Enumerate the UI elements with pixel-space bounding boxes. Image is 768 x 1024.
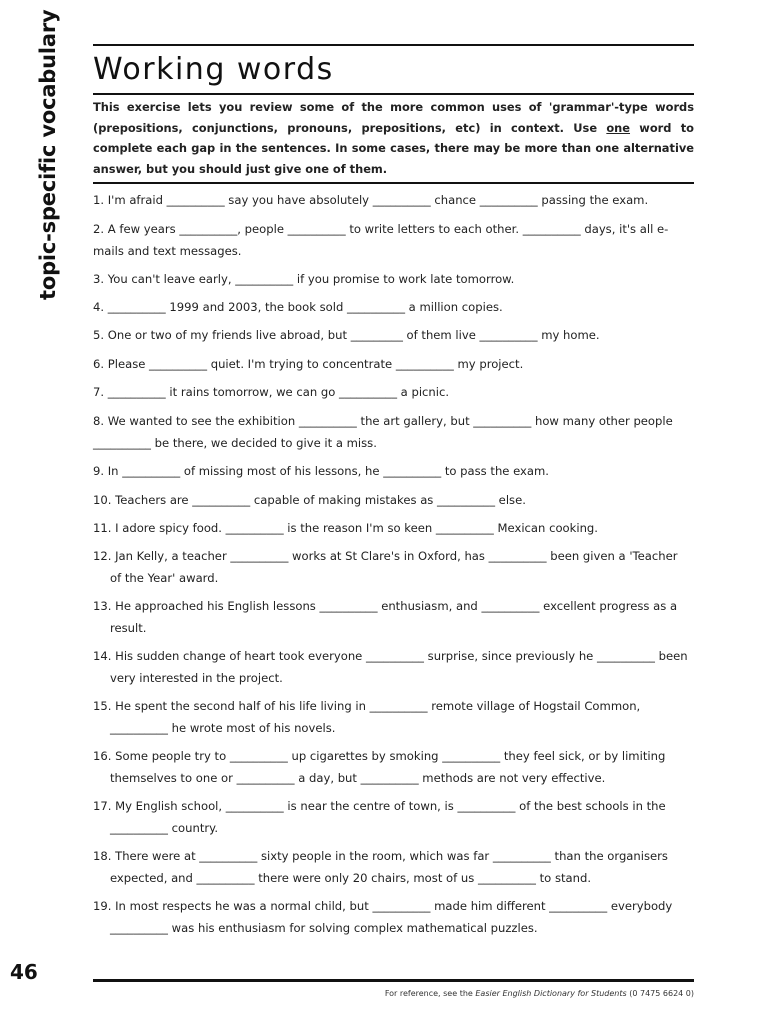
question-10 <box>93 490 693 512</box>
question-text-continued: very interested in the project. <box>110 670 283 685</box>
question-text: 9. In __________ of missing most of his lessons, he __________ to pass the exam. <box>93 464 549 478</box>
question-12 <box>93 546 693 589</box>
intro-text-2: word to complete each gap in the sentences. In some cases, there may be more than one alternative answer, but you should just give one of them. <box>93 120 694 176</box>
question-text: 7. __________ it rains tomorrow, we can go __________ a picnic. <box>93 385 450 399</box>
question-text: 1. I'm afraid __________ say you have absolutely __________ chance __________ passing the exam. <box>93 193 649 207</box>
question-5 <box>93 325 693 347</box>
intro-rule <box>93 182 694 184</box>
question-text: 14. His sudden change of heart took everyone __________ surprise, since previously he __________ been <box>93 649 688 663</box>
question-7 <box>93 382 693 404</box>
question-text-continued: __________ he wrote most of his novels. <box>110 720 336 735</box>
question-text: 16. Some people try to __________ up cigarettes by smoking __________ they feel sick, or by limiting <box>93 749 666 763</box>
question-text: 18. There were at __________ sixty people in the room, which was far __________ than the organisers <box>93 849 668 863</box>
question-text: 4. __________ 1999 and 2003, the book sold __________ a million copies. <box>93 300 503 314</box>
page-number: 46 <box>10 960 38 984</box>
footer-isbn: (0 7475 6624 0) <box>626 989 694 998</box>
question-16 <box>93 746 693 789</box>
question-text: 5. One or two of my friends live abroad, but _________ of them live __________ my home. <box>93 328 600 342</box>
question-text: 8. We wanted to see the exhibition __________ the art gallery, but __________ how many other people <box>93 414 673 428</box>
question-text-continued: expected, and __________ there were only 20 chairs, most of us __________ to stand. <box>110 870 592 885</box>
question-text: 3. You can't leave early, __________ if you promise to work late tomorrow. <box>93 272 515 286</box>
question-4 <box>93 297 693 319</box>
question-text-continued: mails and text messages. <box>93 243 242 258</box>
question-text: 17. My English school, __________ is near the centre of town, is __________ of the best schools in the <box>93 799 666 813</box>
question-text: 19. In most respects he was a normal child, but __________ made him different __________ everybody <box>93 899 673 913</box>
question-text-continued: of the Year' award. <box>110 570 219 585</box>
question-17 <box>93 796 693 839</box>
question-text-continued: __________ be there, we decided to give it a miss. <box>93 435 377 450</box>
question-text: 15. He spent the second half of his life living in __________ remote village of Hogstail Common, <box>93 699 641 713</box>
question-text-continued: __________ country. <box>110 820 219 835</box>
top-rule <box>93 44 694 46</box>
question-text: 2. A few years __________, people __________ to write letters to each other. __________ days, it's all e- <box>93 222 669 236</box>
footer-reference <box>385 989 694 998</box>
question-18 <box>93 846 693 889</box>
intro-underlined-word: one <box>606 120 631 135</box>
footer-prefix: For reference, see the <box>384 989 476 998</box>
intro-paragraph <box>93 97 694 179</box>
question-3 <box>93 269 693 291</box>
footer-book-title: Easier English Dictionary for Students <box>475 989 627 998</box>
question-13 <box>93 596 693 639</box>
question-text: 13. He approached his English lessons __________ enthusiasm, and __________ excellent progress as a <box>93 599 678 613</box>
side-label: topic-specific vocabulary <box>36 9 60 300</box>
question-2 <box>93 219 693 262</box>
question-8 <box>93 411 693 454</box>
page-title: Working words <box>93 52 334 87</box>
question-14 <box>93 646 693 689</box>
question-6 <box>93 354 693 376</box>
question-19 <box>93 896 693 939</box>
question-text: 6. Please __________ quiet. I'm trying to concentrate __________ my project. <box>93 357 524 371</box>
question-11 <box>93 518 693 540</box>
question-text: 12. Jan Kelly, a teacher __________ works at St Clare's in Oxford, has __________ been given a 'Teacher <box>93 549 678 563</box>
question-15 <box>93 696 693 739</box>
title-rule <box>93 93 694 95</box>
intro-text-1: This exercise lets you review some of the more common uses of 'grammar'-type words (prepositions, conjunctions, pronouns, prepositions, etc) in context. Use <box>93 100 694 135</box>
question-1 <box>93 190 693 212</box>
question-text-continued: __________ was his enthusiasm for solving complex mathematical puzzles. <box>110 920 538 935</box>
question-text-continued: result. <box>110 620 147 635</box>
question-text: 11. I adore spicy food. __________ is the reason I'm so keen __________ Mexican cooking. <box>93 521 598 535</box>
question-text-continued: themselves to one or __________ a day, but __________ methods are not very effective. <box>110 770 606 785</box>
question-9 <box>93 461 693 483</box>
bottom-rule <box>93 979 694 982</box>
question-text: 10. Teachers are __________ capable of making mistakes as __________ else. <box>93 493 526 507</box>
